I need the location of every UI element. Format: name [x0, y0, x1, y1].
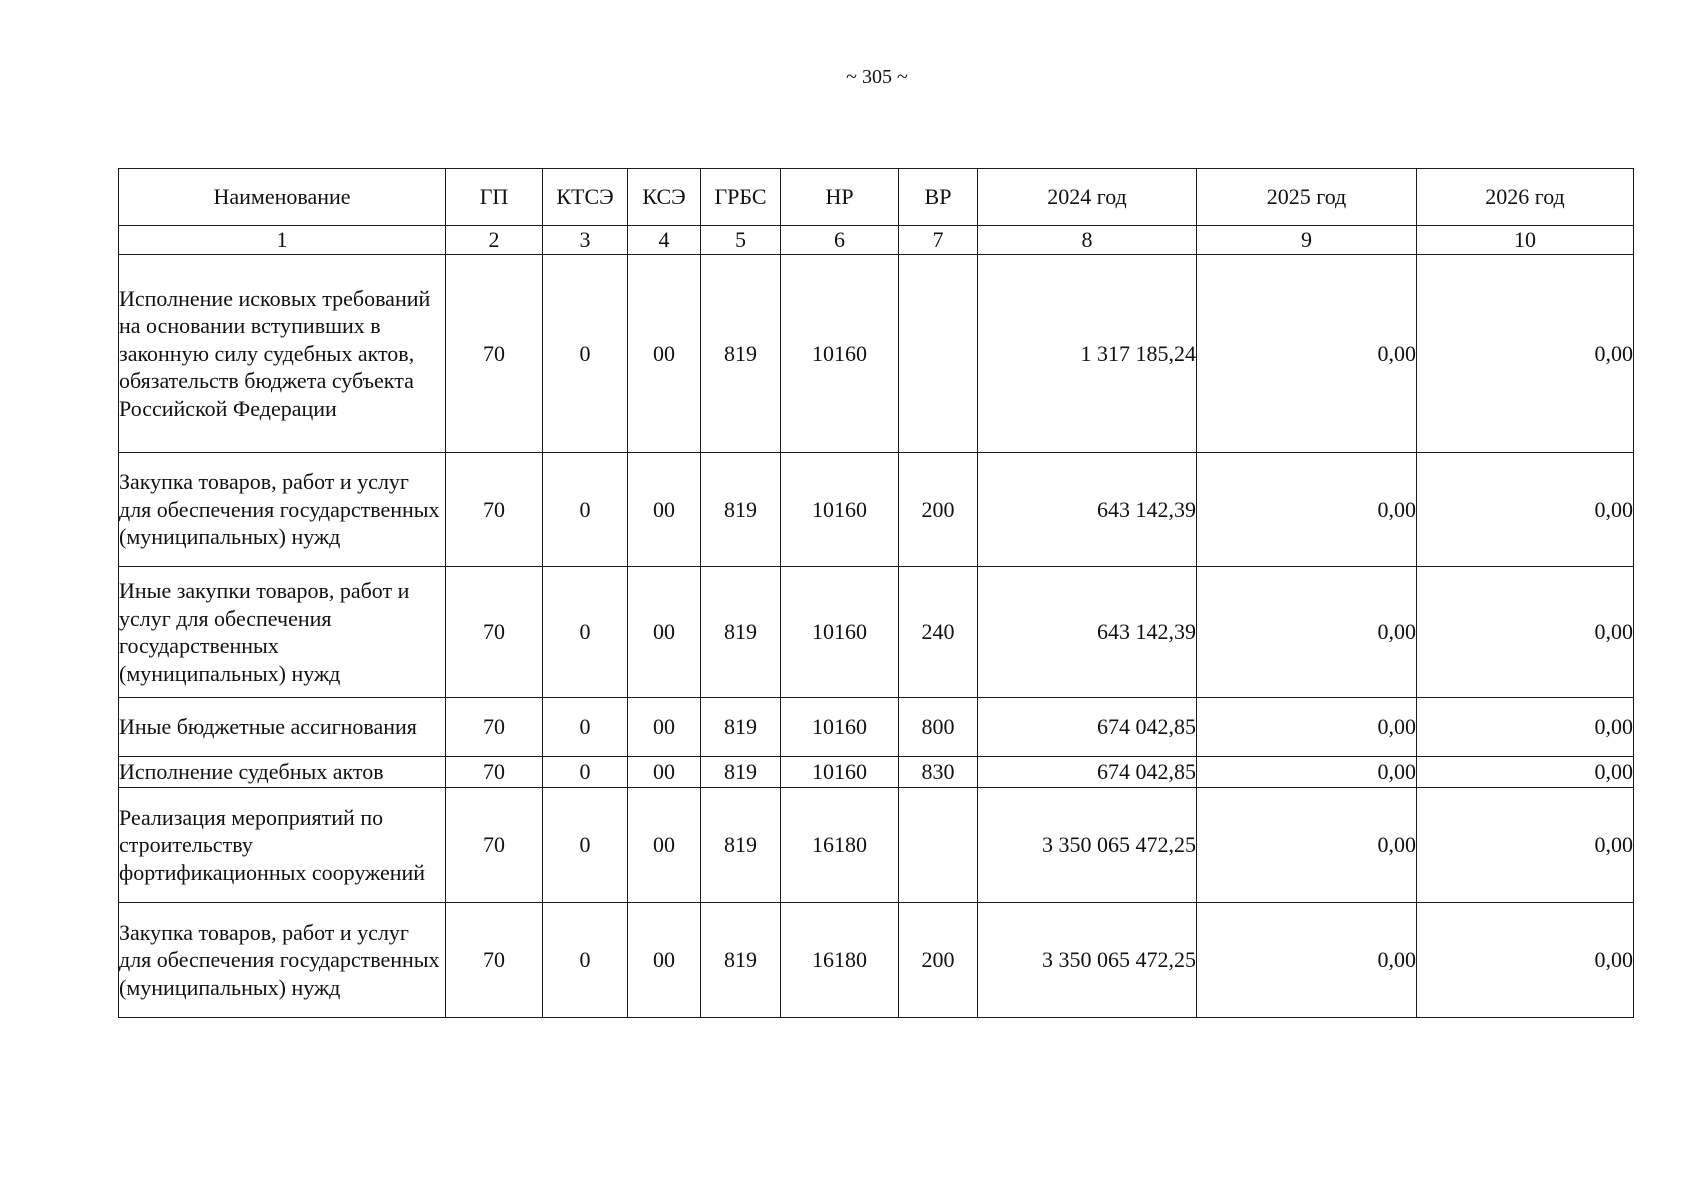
row-amount-2026: 0,00: [1417, 567, 1634, 698]
row-gp: 70: [446, 698, 543, 757]
row-name: Закупка товаров, работ и услуг для обеспечения государственных (муниципальных) нужд: [119, 903, 446, 1018]
row-name: Исполнение судебных актов: [119, 757, 446, 788]
row-ktse: 0: [543, 453, 628, 567]
row-grbs: 819: [701, 698, 781, 757]
row-amount-2025: 0,00: [1197, 698, 1417, 757]
row-grbs: 819: [701, 453, 781, 567]
row-grbs: 819: [701, 788, 781, 903]
row-amount-2024: 3 350 065 472,25: [978, 903, 1197, 1018]
header-vr: ВР: [899, 169, 978, 226]
header-name: Наименование: [119, 169, 446, 226]
row-ktse: 0: [543, 757, 628, 788]
row-kse: 00: [628, 903, 701, 1018]
row-gp: 70: [446, 567, 543, 698]
table-row: [119, 698, 1634, 757]
table-row: [119, 788, 1634, 903]
header-nr: НР: [781, 169, 899, 226]
row-amount-2024: 1 317 185,24: [978, 255, 1197, 453]
row-amount-2024: 643 142,39: [978, 567, 1197, 698]
row-vr: 200: [899, 453, 978, 567]
row-amount-2025: 0,00: [1197, 453, 1417, 567]
row-name: Исполнение исковых требований на основании вступивших в законную силу судебных актов, обязательств бюджета субъекта Российской Федерации: [119, 255, 446, 453]
row-nr: 10160: [781, 757, 899, 788]
row-amount-2025: 0,00: [1197, 757, 1417, 788]
column-number: 4: [628, 226, 701, 255]
row-nr: 10160: [781, 453, 899, 567]
row-ktse: 0: [543, 903, 628, 1018]
row-grbs: 819: [701, 757, 781, 788]
row-amount-2026: 0,00: [1417, 453, 1634, 567]
row-vr: 200: [899, 903, 978, 1018]
row-kse: 00: [628, 453, 701, 567]
table-row: [119, 255, 1634, 453]
row-amount-2024: 674 042,85: [978, 757, 1197, 788]
header-2024: 2024 год: [978, 169, 1197, 226]
row-vr: [899, 788, 978, 903]
row-gp: 70: [446, 903, 543, 1018]
row-vr: 240: [899, 567, 978, 698]
row-grbs: 819: [701, 567, 781, 698]
row-amount-2025: 0,00: [1197, 255, 1417, 453]
column-number: 8: [978, 226, 1197, 255]
row-amount-2024: 674 042,85: [978, 698, 1197, 757]
column-number: 9: [1197, 226, 1417, 255]
column-number: 7: [899, 226, 978, 255]
row-ktse: 0: [543, 788, 628, 903]
table-row: [119, 567, 1634, 698]
row-kse: 00: [628, 255, 701, 453]
row-kse: 00: [628, 757, 701, 788]
row-nr: 10160: [781, 567, 899, 698]
row-ktse: 0: [543, 698, 628, 757]
row-gp: 70: [446, 453, 543, 567]
row-nr: 10160: [781, 255, 899, 453]
row-name: Закупка товаров, работ и услуг для обеспечения государственных (муниципальных) нужд: [119, 453, 446, 567]
row-amount-2025: 0,00: [1197, 903, 1417, 1018]
page-number: ~ 305 ~: [846, 66, 908, 88]
column-number: 6: [781, 226, 899, 255]
row-kse: 00: [628, 698, 701, 757]
row-name: Реализация мероприятий по строительству фортификационных сооружений: [119, 788, 446, 903]
header-gp: ГП: [446, 169, 543, 226]
row-gp: 70: [446, 757, 543, 788]
budget-table: [118, 168, 1634, 1018]
row-amount-2026: 0,00: [1417, 788, 1634, 903]
row-vr: 830: [899, 757, 978, 788]
row-grbs: 819: [701, 255, 781, 453]
row-nr: 16180: [781, 903, 899, 1018]
row-nr: 10160: [781, 698, 899, 757]
row-amount-2024: 3 350 065 472,25: [978, 788, 1197, 903]
row-gp: 70: [446, 255, 543, 453]
row-amount-2024: 643 142,39: [978, 453, 1197, 567]
table-row: [119, 757, 1634, 788]
row-amount-2026: 0,00: [1417, 698, 1634, 757]
column-number: 10: [1417, 226, 1634, 255]
row-ktse: 0: [543, 567, 628, 698]
row-grbs: 819: [701, 903, 781, 1018]
row-amount-2025: 0,00: [1197, 567, 1417, 698]
row-name: Иные бюджетные ассигнования: [119, 698, 446, 757]
column-number: 1: [119, 226, 446, 255]
row-kse: 00: [628, 567, 701, 698]
column-number: 5: [701, 226, 781, 255]
row-gp: 70: [446, 788, 543, 903]
row-vr: [899, 255, 978, 453]
row-ktse: 0: [543, 255, 628, 453]
row-name: Иные закупки товаров, работ и услуг для обеспечения государственных (муниципальных) нужд: [119, 567, 446, 698]
row-nr: 16180: [781, 788, 899, 903]
row-amount-2025: 0,00: [1197, 788, 1417, 903]
header-row: [119, 169, 1634, 226]
header-2025: 2025 год: [1197, 169, 1417, 226]
header-kse: КСЭ: [628, 169, 701, 226]
header-2026: 2026 год: [1417, 169, 1634, 226]
column-number: 3: [543, 226, 628, 255]
column-numbers-row: [119, 226, 1634, 255]
row-kse: 00: [628, 788, 701, 903]
table-row: [119, 903, 1634, 1018]
row-amount-2026: 0,00: [1417, 903, 1634, 1018]
table-row: [119, 453, 1634, 567]
column-number: 2: [446, 226, 543, 255]
header-grbs: ГРБС: [701, 169, 781, 226]
row-vr: 800: [899, 698, 978, 757]
header-ktse: КТСЭ: [543, 169, 628, 226]
row-amount-2026: 0,00: [1417, 255, 1634, 453]
row-amount-2026: 0,00: [1417, 757, 1634, 788]
